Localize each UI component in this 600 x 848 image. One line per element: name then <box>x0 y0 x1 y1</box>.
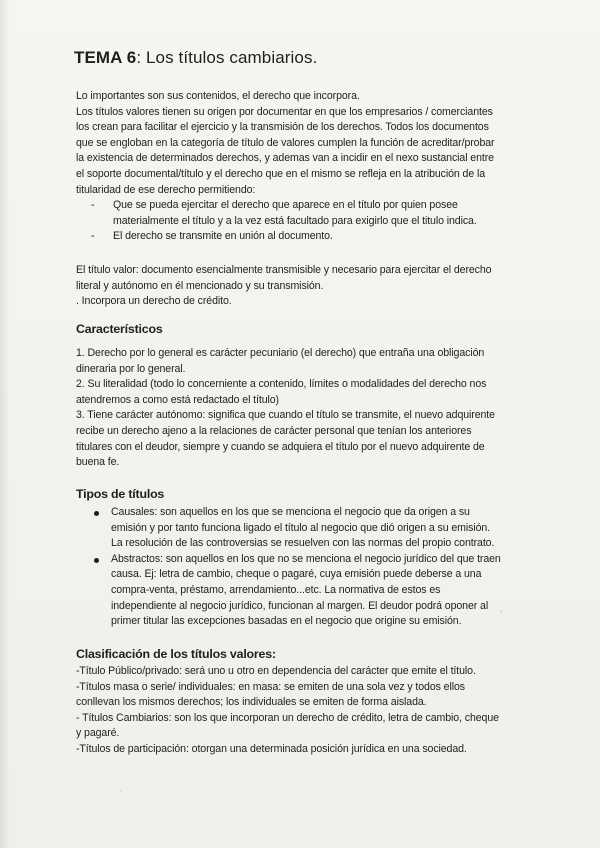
definition-section <box>76 263 532 310</box>
page-title <box>74 48 317 68</box>
bullet-marker <box>94 558 99 563</box>
scan-speck <box>500 610 503 613</box>
caracteristica-line: 1. Derecho por lo general es carácter pecuniario (el derecho) que entraña una obligación <box>76 347 485 359</box>
intro-line: el soporte documental/título y el derecho que en el mismo se refleja en la atribución de la <box>76 167 486 180</box>
caracteristica-line: recibe un derecho ajeno a la relaciones de carácter personal que tenían los anteriores <box>76 424 472 437</box>
caracteristica-item <box>76 346 532 377</box>
tipo-line: Abstractos: son aquellos en los que no se menciona el negocio jurídico del que traen <box>111 552 501 565</box>
dash-marker: - <box>91 199 95 212</box>
intro-line: Los títulos valores tienen su origen por documentar en que los empresarios / comerciantes <box>76 105 493 118</box>
dash-item-line: materialmente el título y a la vez está facultado para exigirlo que el titulo indica. <box>113 214 477 227</box>
intro-line: los crean para facilitar el ejercicio y la transmisión de los derechos. Todos los documentos <box>76 121 489 134</box>
intro-line: la existencia de determinados derechos, y ademas van a incidir en el nexo sustancial entre <box>76 152 494 165</box>
caracteristica-line: titulares con el deudor, siempre y cuando se adquiera el título por el nuevo adquirente de <box>76 440 485 453</box>
caracteristica-line: atendremos a como está redactado el título) <box>76 393 279 406</box>
intro-line: que se engloban en la categoría de título de valores cumplen la función de acreditar/probar <box>76 136 495 149</box>
intro-dash-item <box>76 198 532 229</box>
caracteristicas-list <box>76 346 532 471</box>
clasificacion-line: -Títulos de participación: otorgan una determinada posición jurídica en una sociedad. <box>76 742 467 755</box>
definition-line: . Incorpora un derecho de crédito. <box>76 295 232 308</box>
caracteristicas-heading: Característicos <box>76 322 163 336</box>
intro-line: titularidad de ese derecho permitiendo: <box>76 183 256 196</box>
tipo-line: independiente al negocio jurídico, funcionan al margen. El deudor podrá oponer al <box>111 599 489 612</box>
caracteristica-line: 2. Su literalidad (todo lo concerniente a contenido, límites o modalidades del derecho nos <box>76 378 487 391</box>
tipo-line: primer titular las excepciones basadas en el negocio que origine su emisión. <box>111 615 462 628</box>
caracteristica-line: dineraria por lo general. <box>76 362 186 375</box>
caracteristica-line: buena fe. <box>76 456 120 469</box>
scan-edge-shadow <box>0 0 10 848</box>
tipo-bullet-item <box>76 552 532 630</box>
scan-speck <box>120 790 122 792</box>
caracteristica-item <box>76 377 532 408</box>
tipos-list <box>76 505 532 630</box>
tipo-line: emisión y por tanto funciona ligado el título al negocio que dió origen a su emisión. <box>111 521 491 534</box>
caracteristica-item <box>76 408 532 470</box>
tipo-bullet-item <box>76 505 532 552</box>
definition-line: literal y autónomo en él mencionado y su transmisión. <box>76 279 324 292</box>
clasificacion-line: - Títulos Cambiarios: son los que incorporan un derecho de crédito, letra de cambio, cheque <box>76 711 499 724</box>
tipo-line: La resolución de las controversias se resuelven con las normas del propio contrato. <box>111 537 495 550</box>
title-topic-number: TEMA 6 <box>74 48 137 67</box>
tipo-line: compra-venta, préstamo, arrendamiento...etc. La normativa de estos es <box>111 583 441 596</box>
dash-marker: - <box>91 230 95 243</box>
title-topic-name: : Los títulos cambiarios. <box>136 48 318 67</box>
definition-line: El título valor: documento esencialmente transmisible y necesario para ejercitar el derecho <box>76 264 492 276</box>
clasificacion-list <box>76 664 532 758</box>
tipo-line: Causales: son aquellos en los que se menciona el negocio que da origen a su <box>111 506 470 518</box>
dash-item-line: Que se pueda ejercitar el derecho que aparece en el título por quien posee <box>113 199 458 212</box>
intro-dash-item <box>76 229 532 245</box>
clasificacion-line: -Título Público/privado: será uno u otro en dependencia del carácter que emite el título. <box>76 665 476 677</box>
clasificacion-heading: Clasificación de los títulos valores: <box>76 647 276 661</box>
intro-first-line: Lo importantes son sus contenidos, el derecho que incorpora. <box>76 90 360 102</box>
tipos-heading: Tipos de títulos <box>76 487 165 501</box>
clasificacion-line: y pagaré. <box>76 727 120 740</box>
clasificacion-line: -Títulos masa o serie/ individuales: en masa: se emiten de una sola vez y todos ellos <box>76 680 465 693</box>
dash-item-line: El derecho se transmite en unión al documento. <box>113 230 333 243</box>
intro-section <box>76 89 532 245</box>
clasificacion-line: conllevan los mismos derechos; los individuales se emiten de forma aislada. <box>76 696 427 709</box>
tipo-line: causa. Ej: letra de cambio, cheque o pagaré, cuya emisión puede deberse a una <box>111 568 482 581</box>
caracteristica-line: 3. Tiene carácter autónomo: significa que cuando el título se transmite, el nuevo adquirente <box>76 409 495 422</box>
bullet-marker <box>94 511 99 516</box>
